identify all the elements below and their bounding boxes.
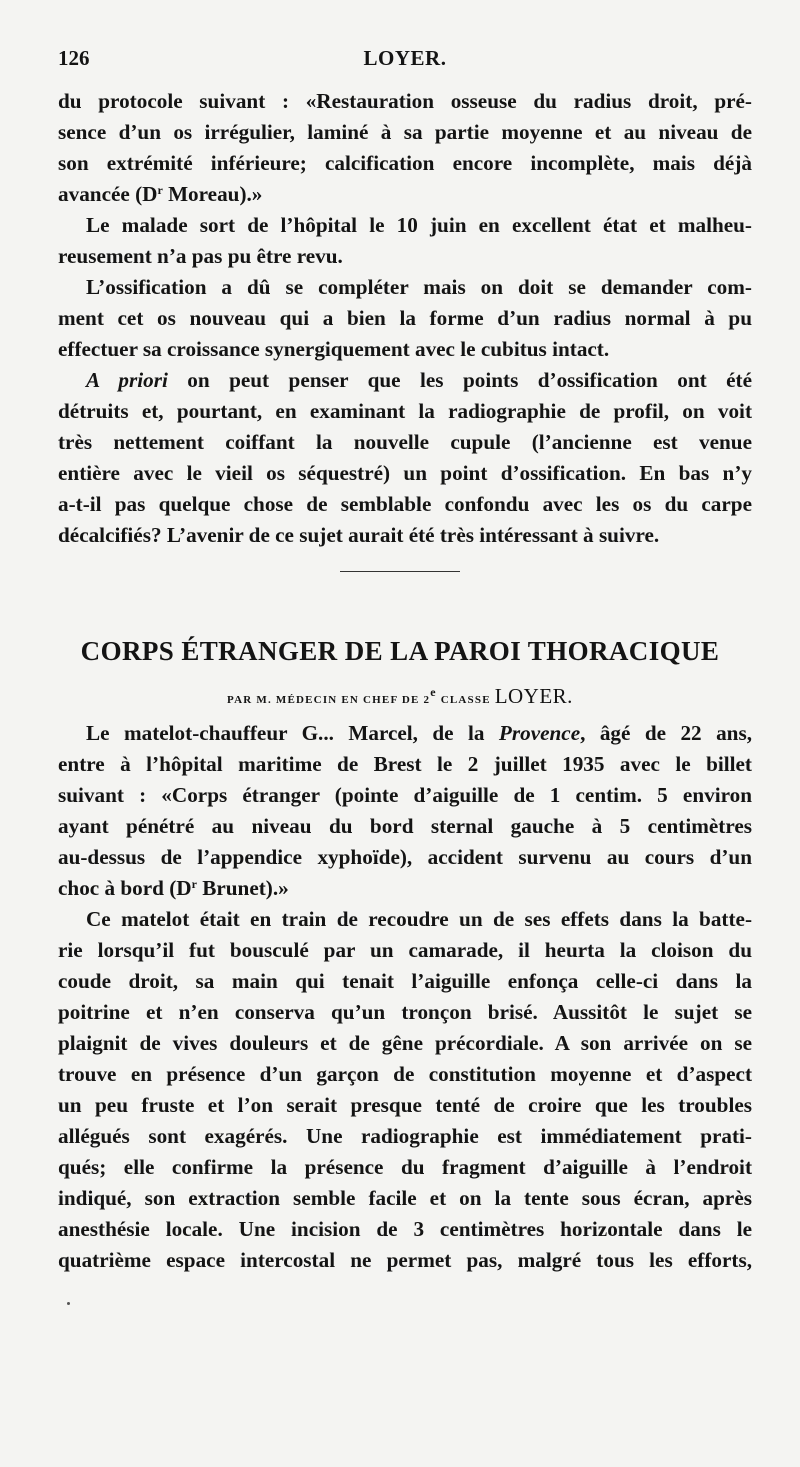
text-line: Ce matelot était en train de recoudre un de ses effets dans la batte- <box>86 907 752 931</box>
text-line: ment cet os nouveau qui a bien la forme d’un radius normal à pu <box>58 306 752 330</box>
superscript: r <box>191 877 197 891</box>
text-line: Le malade sort de l’hôpital le 10 juin en excellent état et malheu- <box>86 213 752 237</box>
text-line: allégués sont exagérés. Une radiographie est immédiatement prati- <box>58 1124 752 1148</box>
running-head: LOYER. <box>363 46 447 70</box>
text-line: indiqué, son extraction semble facile et on la tente sous écran, après <box>58 1186 752 1210</box>
article-byline <box>0 684 800 709</box>
text-line: détruits et, pourtant, en examinant la radiographie de profil, on voit <box>58 399 752 423</box>
text-line: poitrine et n’en conserva qu’un tronçon brisé. Aussitôt le sujet se <box>58 1000 752 1024</box>
text-line: coude droit, sa main qui tenait l’aiguille enfonça celle-ci dans la <box>58 969 752 993</box>
text-line: ayant pénétré au niveau du bord sternal gauche à 5 centimètres <box>58 814 752 838</box>
text-line: plaignit de vives douleurs et de gêne précordiale. A son arrivée on se <box>58 1031 752 1055</box>
ship-name: Provence <box>498 721 581 745</box>
text-line: suivant : «Corps étranger (pointe d’aiguille de 1 centim. 5 environ <box>58 783 752 807</box>
page-number: 126 <box>58 46 90 70</box>
text-line: du protocole suivant : «Restauration osseuse du radius droit, pré- <box>58 89 752 113</box>
text-fragment: Moreau).» <box>162 182 263 206</box>
text-fragment: on peut penser que les points d’ossification ont été <box>167 368 752 392</box>
text-line: quatrième espace intercostal ne permet pas, malgré tous les efforts, <box>58 1248 752 1272</box>
text-line: au-dessus de l’appendice xyphoïde), accident survenu au cours d’un <box>58 845 752 869</box>
text-fragment: Le matelot-chauffeur G... Marcel, de la <box>86 721 499 745</box>
page-header <box>58 46 752 76</box>
text-line: trouve en présence d’un garçon de constitution moyenne et d’aspect <box>58 1062 752 1086</box>
byline-text: CLASSE <box>436 694 495 706</box>
text-line <box>58 718 752 749</box>
text-line: entière avec le vieil os séquestré) un point d’ossification. En bas n’y <box>58 461 752 485</box>
text-line: effectuer sa croissance synergiquement avec le cubitus intact. <box>58 337 610 361</box>
text-line: a-t-il pas quelque chose de semblable confondu avec les os du carpe <box>58 492 752 516</box>
text-line: qués; elle confirme la présence du fragment d’aiguille à l’endroit <box>58 1155 752 1179</box>
text-line: L’ossification a dû se compléter mais on doit se demander com- <box>86 275 752 299</box>
text-line: entre à l’hôpital maritime de Brest le 2 juillet 1935 avec le billet <box>58 752 752 776</box>
article-title: CORPS ÉTRANGER DE LA PAROI THORACIQUE <box>80 636 720 666</box>
text-fragment: , âgé de 22 ans, <box>580 721 752 745</box>
text-fragment: Brunet).» <box>196 876 289 900</box>
continuation-paragraphs <box>58 86 752 551</box>
byline-text: PAR M. MÉDECIN EN CHEF DE 2 <box>227 694 431 706</box>
text-line: décalcifiés? L’avenir de ce sujet aurait été très intéressant à suivre. <box>58 523 660 547</box>
article-body <box>58 718 752 1276</box>
text-line: rie lorsqu’il fut bousculé par un camarade, il heurta la cloison du <box>58 938 752 962</box>
section-divider <box>340 571 460 572</box>
text-line <box>58 365 752 396</box>
text-line: très nettement coiffant la nouvelle cupule (l’ancienne est venue <box>58 430 752 454</box>
superscript: e <box>430 685 437 699</box>
superscript: r <box>157 183 163 197</box>
text-line: reusement n’a pas pu être revu. <box>58 244 343 268</box>
italic-phrase: A priori <box>86 368 168 392</box>
text-line: sence d’un os irrégulier, laminé à sa partie moyenne et au niveau de <box>58 120 752 144</box>
text-fragment: choc à bord (D <box>58 876 192 900</box>
text-line: un peu fruste et l’on serait presque tenté de croire que les troubles <box>58 1093 752 1117</box>
ink-speck <box>67 1302 70 1305</box>
author-name: LOYER. <box>494 684 573 708</box>
text-line <box>58 179 752 210</box>
text-line: son extrémité inférieure; calcification encore incomplète, mais déjà <box>58 151 752 175</box>
text-fragment: avancée (D <box>58 182 158 206</box>
text-line <box>58 873 752 904</box>
text-line: anesthésie locale. Une incision de 3 centimètres horizontale dans le <box>58 1217 752 1241</box>
